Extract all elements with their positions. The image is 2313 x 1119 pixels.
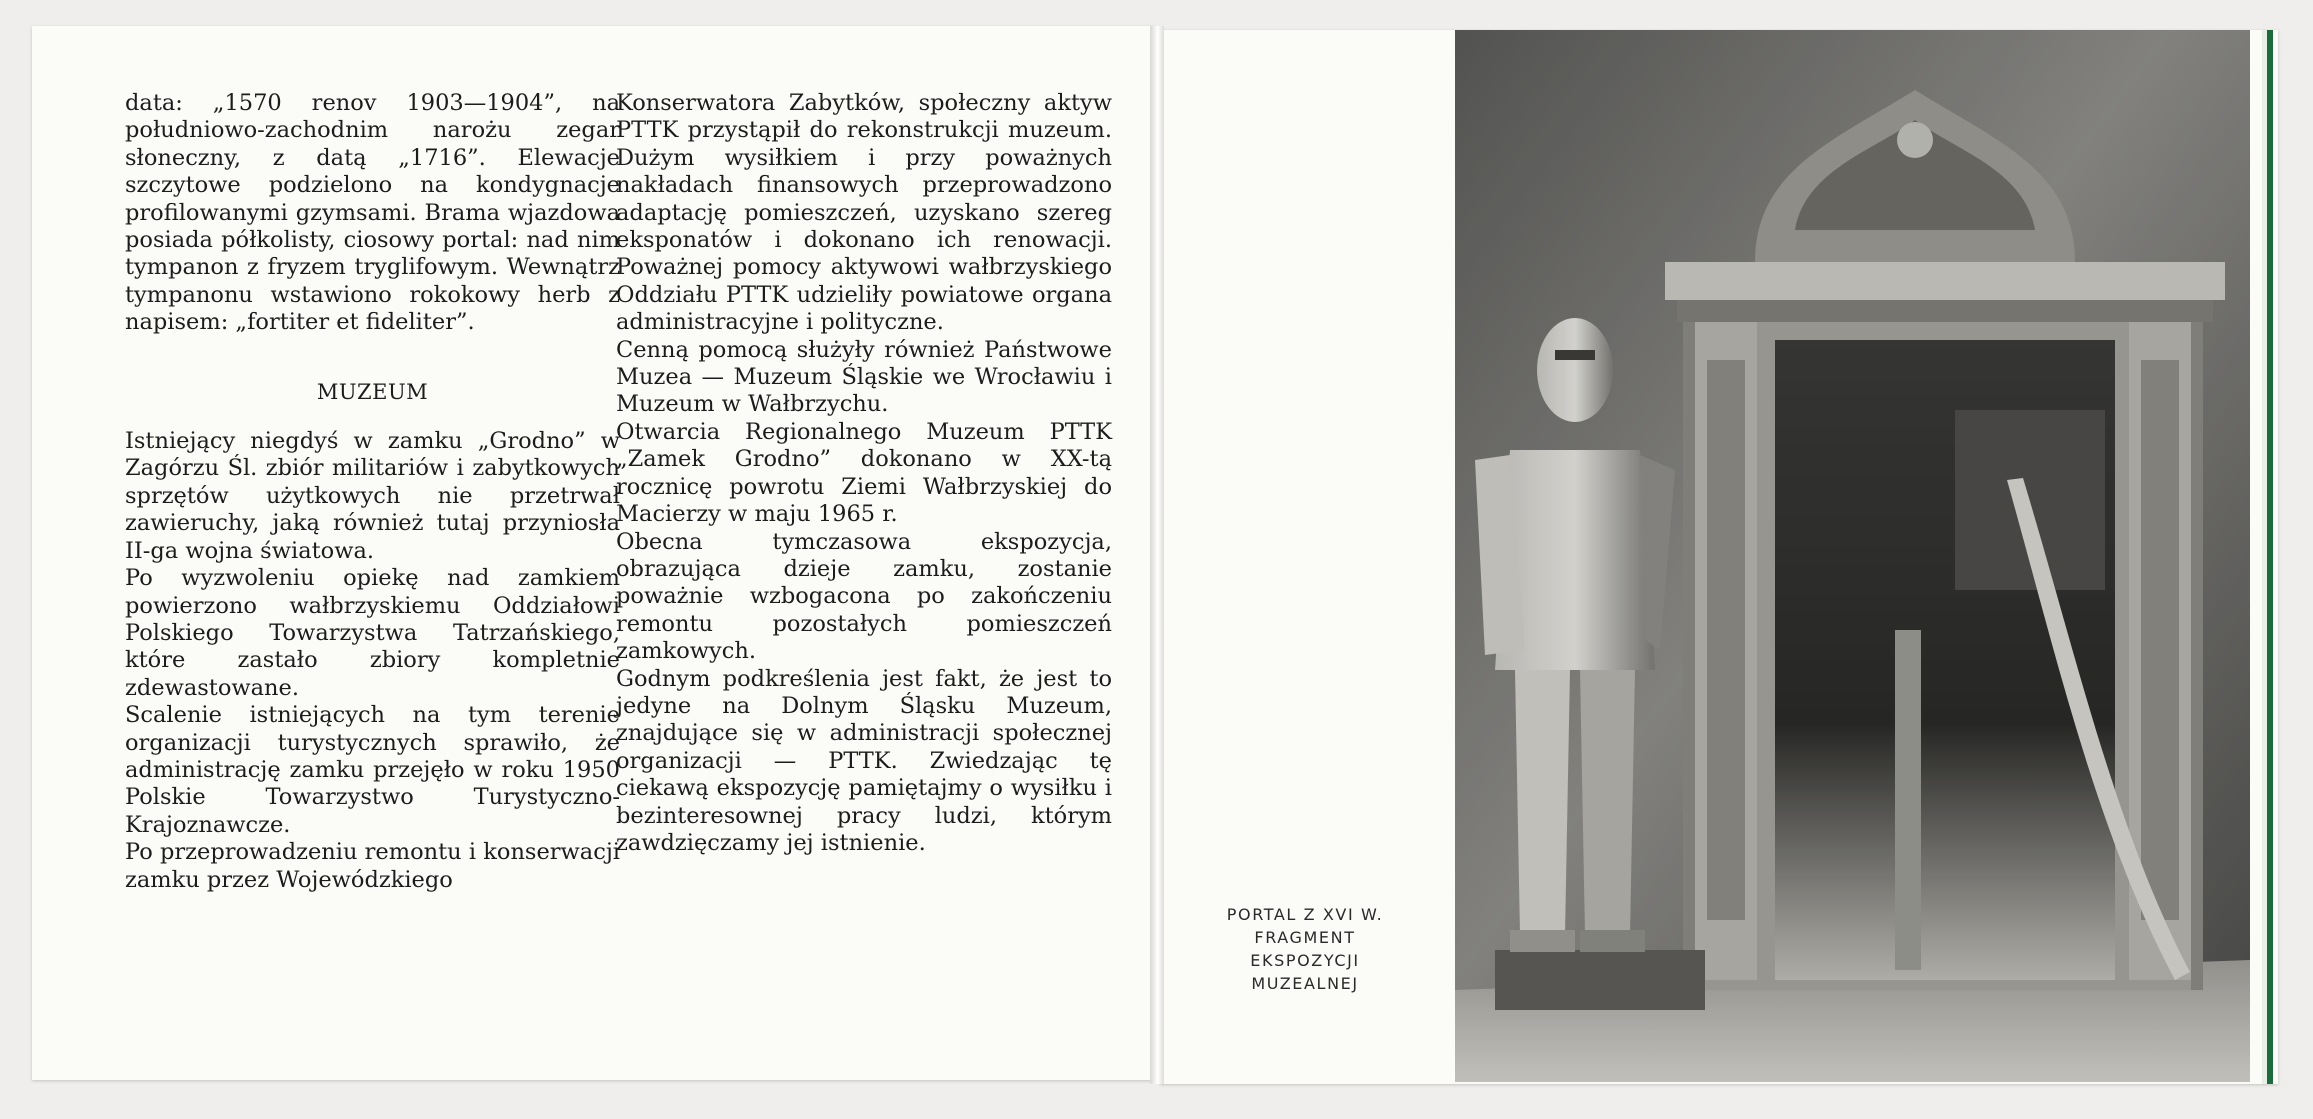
body-paragraph: Cenną pomocą służyły również Państwowe Muzea — Muzeum Śląskie we Wrocławiu i Muzeum w Wałbrzychu.	[616, 336, 1112, 418]
section-heading-muzeum: MUZEUM	[316, 379, 429, 404]
left-text-column	[125, 90, 620, 894]
body-paragraph: Po wyzwoleniu opiekę nad zamkiem powierzono wałbrzyskiemu Oddziałowi Polskiego Towarzystwa Tatrzańskiego, które zastało zbiory kompletnie zdewastowane.	[125, 565, 620, 701]
body-paragraph: Godnym podkreślenia jest fakt, że jest to jedyne na Dolnym Śląsku Muzeum, znajdujące się w administracji społecznej organizacji — PTTK. Zwiedzając tę ciekawą ekspozycję pamiętajmy o wysiłku i bezinteresownej pracy ludzi, którym zawdzięczamy jej istnienie.	[616, 665, 1112, 856]
book-spine-fold	[1150, 26, 1164, 1084]
caption-line: MUZEALNEJ	[1251, 974, 1359, 993]
portal-photo-illustration	[1455, 30, 2250, 1082]
caption-line: EKSPOZYCJI	[1250, 951, 1360, 970]
caption-line: FRAGMENT	[1254, 928, 1356, 947]
body-paragraph: Konserwatora Zabytków, społeczny aktyw PTTK przystąpił do rekonstrukcji muzeum. Dużym wysiłkiem i przy poważnych nakładach finansowych przeprowadzono adaptację pomieszczeń, uzyskano szereg eksponatów i dokonano ich renowacji. Poważnej pomocy aktywowi wałbrzyskiego Oddziału PTTK udzieliły powiatowe organa administracyjne i polityczne.	[616, 90, 1112, 336]
cover-edge-stripe	[2262, 30, 2273, 1084]
portal-photograph	[1455, 30, 2250, 1082]
body-paragraph: Po przeprowadzeniu remontu i konserwacji zamku przez Wojewódzkiego	[125, 839, 620, 893]
body-paragraph: Otwarcia Regionalnego Muzeum PTTK „Zamek Grodno” dokonano w XX-tą rocznicę powrotu Ziemi Wałbrzyskiej do Macierzy w maju 1965 r.	[616, 418, 1112, 528]
body-paragraph: Scalenie istniejących na tym terenie organizacji turystycznych sprawiło, że administrację zamku przejęło w roku 1950 Polskie Towarzystwo Turystyczno-Krajoznawcze.	[125, 702, 620, 838]
intro-paragraph: data: „1570 renov 1903—1904”, na południowo-zachodnim narożu zegar słoneczny, z datą „1716”. Elewacje szczytowe podzielono na kondygnacje profilowanymi gzymsami. Brama wjazdowa posiada półkolisty, ciosowy portal: nad nim tympanon z fryzem tryglifowym. Wewnątrz tympanonu wstawiono rokokowy herb z napisem: „fortiter et fideliter”.	[125, 90, 620, 336]
body-paragraph: Obecna tymczasowa ekspozycja, obrazująca dzieje zamku, zostanie poważnie wzbogacona po zakończeniu remontu pozostałych pomieszczeń zamkowych.	[616, 528, 1112, 665]
photo-caption	[1205, 903, 1405, 995]
caption-line: PORTAL Z XVI W.	[1226, 905, 1384, 924]
body-paragraph: Istniejący niegdyś w zamku „Grodno” w Zagórzu Śl. zbiór militariów i zabytkowych sprzętów użytkowych nie przetrwał zawieruchy, jaką również tutaj przyniosła II-ga wojna światowa.	[125, 428, 620, 564]
right-text-column	[616, 90, 1112, 857]
